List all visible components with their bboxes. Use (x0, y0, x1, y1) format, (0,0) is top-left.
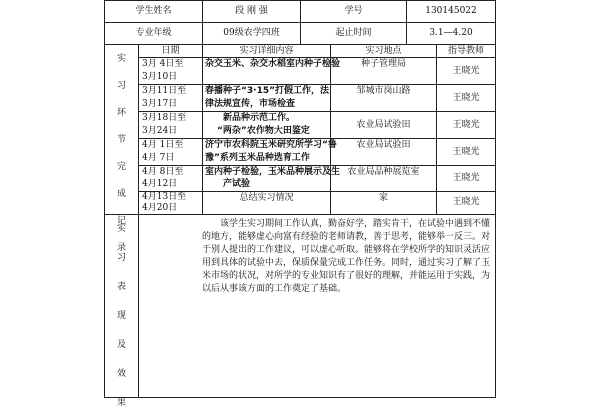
period-value: 3.1—4.20 (429, 28, 473, 38)
performance-section-label (105, 215, 138, 418)
col-header-teacher: 指导教师 (447, 46, 484, 56)
performance-label-char: 实 (116, 224, 126, 234)
row-place: 农业局试验田 (356, 120, 411, 130)
student-id-label: 学号 (344, 6, 363, 16)
row-date-end: 3月24日 (142, 126, 178, 136)
row-date-start: 4月 1日至 (142, 140, 184, 150)
row-place: 种子管理局 (360, 59, 406, 69)
border-right (495, 0, 496, 398)
row-teacher: 王晓光 (452, 147, 480, 157)
border-row2 (138, 111, 496, 112)
student-name-label: 学生姓名 (135, 6, 172, 16)
record-label-char: 节 (116, 135, 126, 145)
row-content-cont: “两杂”农作物大田鉴定 (217, 126, 310, 136)
row-date-start: 3月11日至 (142, 86, 187, 96)
record-label-char: 习 (116, 81, 126, 91)
row-content-cont: 律法规宣传，市场检查 (205, 99, 296, 109)
row-teacher: 王晓光 (452, 93, 480, 103)
row-teacher: 王晓光 (452, 197, 480, 207)
row-date-end: 3月10日 (142, 72, 178, 82)
performance-label-char: 果 (116, 398, 126, 408)
col-header-date: 日期 (161, 46, 180, 56)
student-id-value: 130145022 (425, 6, 477, 16)
row-content: 室内种子检验，玉米品种展示及生 (205, 167, 341, 177)
row-date-start: 4月13日至 (142, 192, 187, 202)
row-content: 新品种示范工作。 (223, 113, 296, 123)
major-label: 专业年级 (135, 28, 172, 38)
row-place: 农业局试验田 (356, 140, 411, 150)
row-date-start: 3月 4日至 (142, 59, 184, 69)
row-teacher: 王晓光 (452, 120, 480, 130)
border-date-col (202, 44, 203, 215)
record-label-char: 实 (116, 54, 126, 64)
period-label: 起止时间 (335, 28, 372, 38)
record-label-char: 记 (116, 216, 126, 226)
row-content-cont: 豫”系列玉米品种选育工作 (205, 153, 310, 163)
major-value: 09级农学四班 (223, 28, 280, 38)
row-place: 家 (378, 193, 388, 203)
student-name-value: 段 刚 强 (235, 6, 268, 16)
row-content: 春播种子“3·15”打假工作，法 (205, 86, 330, 96)
row-content: 济宁市农科院玉米研究所学习“鲁 (205, 140, 337, 150)
row-date-start: 3月18日至 (142, 113, 187, 123)
border-label-col-2 (138, 214, 139, 398)
performance-label-char: 表 (116, 282, 126, 292)
record-label-char: 成 (116, 189, 126, 199)
row-date-end: 4月12日 (142, 179, 178, 189)
row-content: 杂交玉米、杂交水稻室内种子检验 (205, 59, 341, 69)
row-place: 邹城市岗山路 (356, 86, 411, 96)
border-records-end (104, 214, 496, 215)
border-label-col (138, 44, 139, 215)
record-label-char: 环 (116, 108, 126, 118)
performance-label-char: 及 (116, 340, 126, 350)
internship-record-form (104, 0, 496, 408)
row-content-cont: 产试验 (223, 179, 251, 189)
row-place: 农业局品种展览室 (347, 167, 420, 177)
record-label-char: 完 (116, 162, 126, 172)
record-label-char: 录 (116, 243, 126, 253)
performance-label-char: 习 (116, 253, 126, 263)
col-header-content: 实习详细内容 (239, 46, 294, 56)
performance-text: 该学生实习期间工作认真，勤奋好学，踏实肯干，在试验中遇到不懂的地方，能够虚心向富有经验的老师请教，善于思考，能够举一反三。对于别人提出的工作建议，可以虚心听取。能够将在学校所学的知识灵活应用到具体的试验中去，保质保量完成工作任务。同时，通过实习了解了玉米市场的状况，对所学的专业知识有了很好的理解，并能运用于实践，为以后从事该方面的工作奠定了基础。 (202, 219, 491, 294)
row-date-end: 4月 7日 (142, 153, 175, 163)
row-date-start: 4月 8日至 (142, 167, 184, 177)
row-date-end: 4月20日 (142, 203, 178, 213)
row-teacher: 王晓光 (452, 66, 480, 76)
col-header-place: 实习地点 (365, 46, 402, 56)
row-date-end: 3月17日 (142, 99, 178, 109)
performance-label-char: 现 (116, 311, 126, 321)
row-content: 总结实习情况 (239, 193, 294, 203)
border-bottom (104, 397, 496, 398)
performance-label-char: 效 (116, 369, 126, 379)
row-teacher: 王晓光 (452, 173, 480, 183)
